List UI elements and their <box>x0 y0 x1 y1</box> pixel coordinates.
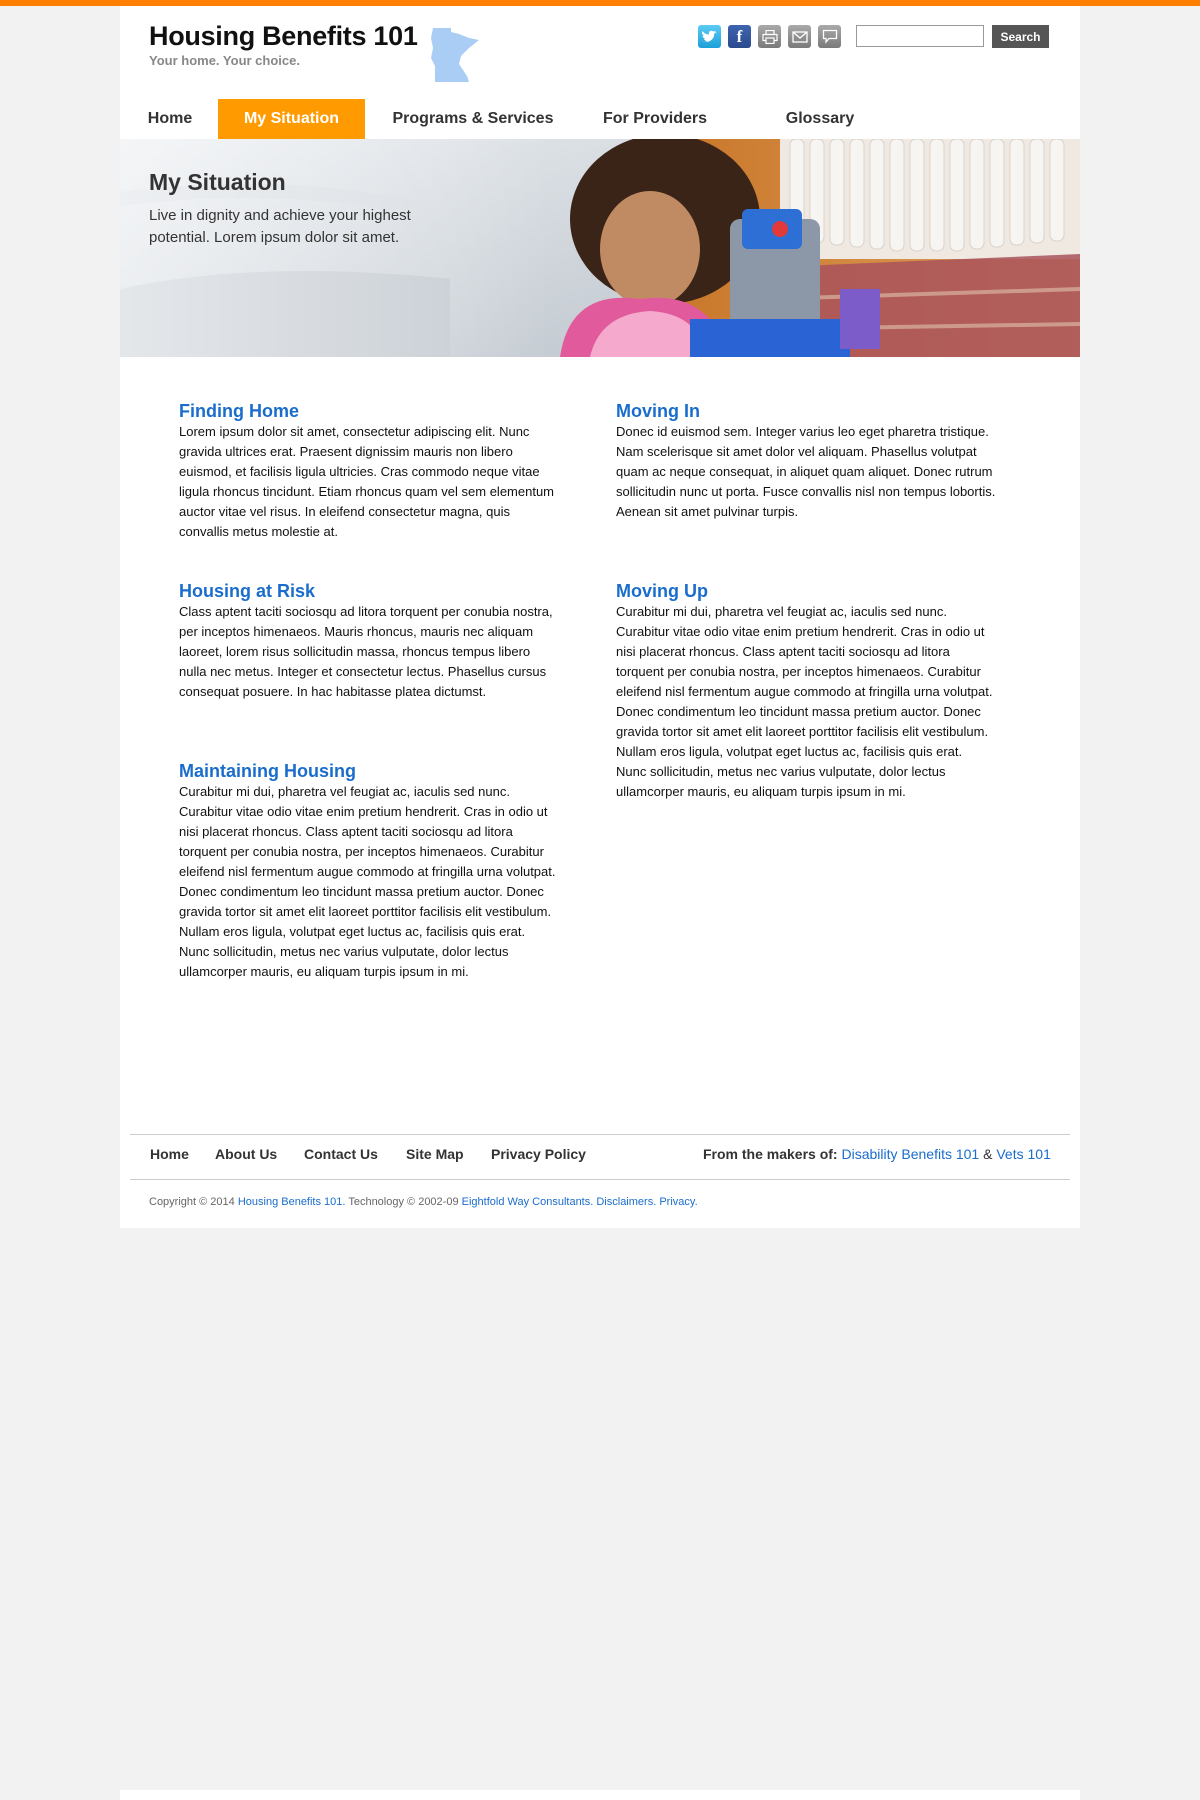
facebook-icon[interactable]: f <box>728 25 751 48</box>
site-logo[interactable] <box>149 20 418 68</box>
section-maintaining-housing <box>179 760 559 982</box>
footer-divider-bottom <box>130 1179 1070 1180</box>
social-icons <box>698 25 841 48</box>
site-title: Housing Benefits 101 <box>149 21 418 51</box>
footer-link-contact-us[interactable]: Contact Us <box>304 1146 378 1162</box>
search-button[interactable]: Search <box>992 25 1049 48</box>
nav-item-programs-services[interactable]: Programs & Services <box>392 110 554 127</box>
hero-banner <box>120 139 1080 357</box>
site-tagline: Your home. Your choice. <box>149 53 300 68</box>
section-moving-up <box>616 580 996 802</box>
privacy-link[interactable]: Privacy. <box>659 1196 698 1208</box>
section-body-continued: Donec condimentum leo tincidunt massa pretium auctor. Donec gravida tortor sit amet elit laoreet porttitor facilisis elit vestibulum. Nullam eros ligula, volutpat eget luctus ac, facilisis quis erat. Nunc sollicitudin, metus nec varius vulputate, dolor lectus ullamcorper mauris, eu aliquam turpis ipsum in mi. <box>616 704 989 799</box>
makers-link-vets[interactable]: Vets 101 <box>996 1146 1051 1162</box>
section-body: Curabitur mi dui, pharetra vel feugiat ac, iaculis sed nunc. Curabitur vitae odio vitae enim pretium hendrerit. Cras in odio ut nisi placerat rhoncus. Class aptent taciti sociosqu ad litora torquent per conubia nostra, per inceptos himenaeos. Curabitur eleifend nisl fermentum augue commodo at fringilla urna volutpat. <box>616 604 993 699</box>
section-housing-at-risk <box>179 580 559 702</box>
footer-link-home[interactable]: Home <box>150 1146 189 1162</box>
footer-makers <box>703 1146 1051 1162</box>
hero-title: My Situation <box>149 169 286 195</box>
copyright-tech: Technology © 2002-09 <box>348 1196 459 1208</box>
nav-item-my-situation[interactable]: My Situation <box>218 99 365 139</box>
footer-divider-top <box>130 1134 1070 1135</box>
copyright <box>149 1196 698 1208</box>
bottom-page-strip <box>120 1790 1080 1800</box>
section-finding-home <box>179 400 559 542</box>
copyright-site-link[interactable]: Housing Benefits 101. <box>237 1196 346 1208</box>
section-body: Class aptent taciti sociosqu ad litora torquent per conubia nostra, per inceptos himenaeos. Mauris rhoncus, mauris nec aliquam laoreet, lorem risus sollicitudin massa, rhoncus tempus libero nulla nec metus. Integer et consectetur lectus. Phasellus cursus consequat posuere. In hac habitasse platea dictumst. <box>179 604 553 699</box>
section-body: Curabitur mi dui, pharetra vel feugiat ac, iaculis sed nunc. Curabitur vitae odio vitae enim pretium hendrerit. Cras in odio ut nisi placerat rhoncus. Class aptent taciti sociosqu ad litora torquent per conubia nostra, per inceptos himenaeos. Curabitur eleifend nisl fermentum augue commodo at fringilla urna volutpat. <box>179 784 556 879</box>
nav-item-home[interactable]: Home <box>147 110 193 127</box>
section-title[interactable]: Maintaining Housing <box>179 761 356 781</box>
section-body: Donec id euismod sem. Integer varius leo eget pharetra tristique. Nam scelerisque sit amet dolor vel aliquam. Phasellus volutpat quam ac neque consequat, in aliquet quam aliquet. Donec rutrum sollicitudin nunc ut porta. Fusce convallis nisl non tempus lobortis. Aenean sit amet pulvinar turpis. <box>616 424 996 519</box>
nav-item-for-providers[interactable]: For Providers <box>602 110 708 127</box>
makers-ampersand: & <box>983 1146 993 1162</box>
section-moving-in <box>616 400 996 522</box>
hero-text: Live in dignity and achieve your highest potential. Lorem ipsum dolor sit amet. <box>149 207 411 246</box>
section-body: Lorem ipsum dolor sit amet, consectetur adipiscing elit. Nunc gravida ultrices erat. Praesent dignissim mauris non libero euismod, et facilisis ligula ultricies. Cras commodo neque vitae ligula rhoncus tincidunt. Etiam rhoncus quam vel sem elementum auctor vitae vel risus. In eleifend consectetur magna, quis convallis metus molestie at. <box>179 424 555 539</box>
feedback-icon[interactable] <box>818 25 841 48</box>
section-title[interactable]: Housing at Risk <box>179 581 316 601</box>
footer-link-site-map[interactable]: Site Map <box>406 1146 464 1162</box>
minnesota-map-icon <box>429 26 481 86</box>
page-container <box>120 6 1080 1228</box>
section-title[interactable]: Moving Up <box>616 581 708 601</box>
makers-label: From the makers of: <box>703 1146 838 1162</box>
footer-link-about-us[interactable]: About Us <box>215 1146 278 1162</box>
twitter-icon[interactable] <box>698 25 721 48</box>
copyright-company-link[interactable]: Eightfold Way Consultants. <box>461 1196 594 1208</box>
email-icon[interactable] <box>788 25 811 48</box>
footer-link-privacy-policy[interactable]: Privacy Policy <box>491 1146 586 1162</box>
disclaimers-link[interactable]: Disclaimers. <box>596 1196 657 1208</box>
nav-item-glossary[interactable]: Glossary <box>785 110 855 127</box>
search-input[interactable] <box>856 25 984 47</box>
section-title[interactable]: Finding Home <box>179 401 299 421</box>
makers-link-disability-benefits[interactable]: Disability Benefits 101 <box>841 1146 980 1162</box>
section-title[interactable]: Moving In <box>616 401 700 421</box>
main-nav <box>120 99 1080 139</box>
print-icon[interactable] <box>758 25 781 48</box>
section-body-continued: Donec condimentum leo tincidunt massa pretium auctor. Donec gravida tortor sit amet elit laoreet porttitor facilisis elit vestibulum. Nullam eros ligula, volutpat eget luctus ac, facilisis quis erat. Nunc sollicitudin, metus nec varius vulputate, dolor lectus ullamcorper mauris, eu aliquam turpis ipsum in mi. <box>179 884 552 979</box>
copyright-prefix: Copyright © 2014 <box>149 1196 235 1208</box>
